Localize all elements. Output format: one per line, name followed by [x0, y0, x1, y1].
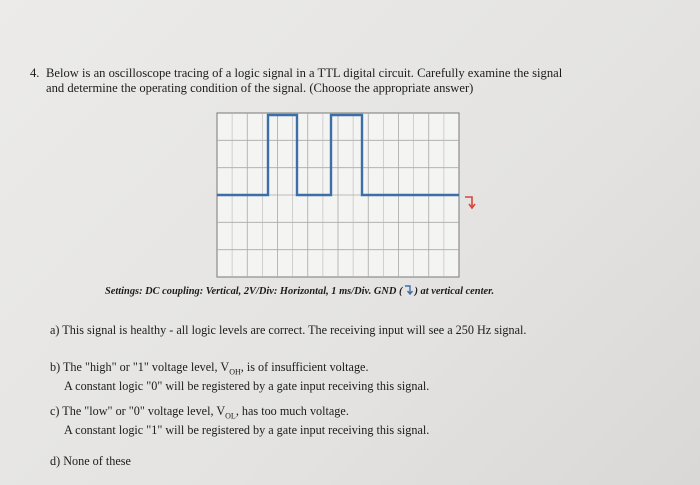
oscilloscope-display — [216, 112, 460, 278]
answer-option-b[interactable] — [50, 360, 429, 394]
answer-c-prefix: c) The "low" or "0" voltage level, V — [50, 404, 226, 418]
question-number: 4. — [30, 66, 40, 80]
answer-c-suffix: , has too much voltage. — [235, 404, 349, 418]
answer-b-prefix: b) The "high" or "1" voltage level, V — [50, 360, 230, 374]
answer-b-line-2: A constant logic "0" will be registered by a gate input receiving this signal. — [64, 379, 430, 394]
gnd-marker-icon — [463, 194, 479, 210]
answer-option-c[interactable] — [50, 404, 429, 438]
answer-c-subscript: OL — [225, 411, 236, 421]
question-line-1: Below is an oscilloscope tracing of a logic signal in a TTL digital circuit. Carefully examine the signal — [46, 66, 563, 80]
gnd-symbol-icon — [403, 284, 415, 295]
settings-text-part-1: Settings: DC coupling: Vertical, 2V/Div: Horizontal, 1 ms/Div. GND ( — [105, 286, 403, 297]
answer-option-a[interactable] — [50, 323, 526, 338]
answer-c-line-2: A constant logic "1" will be registered by a gate input receiving this signal. — [64, 423, 430, 438]
question-text — [30, 66, 670, 96]
answer-b-subscript: OH — [229, 367, 241, 377]
answer-d-text: d) None of these — [50, 454, 131, 468]
answer-b-suffix: , is of insufficient voltage. — [240, 360, 369, 374]
answer-option-d[interactable] — [50, 454, 131, 469]
question-line-2: and determine the operating condition of the signal. (Choose the appropriate answer) — [46, 81, 474, 95]
settings-text-part-2: ) at vertical center. — [414, 286, 495, 297]
scope-settings — [105, 284, 494, 297]
answer-a-text: a) This signal is healthy - all logic levels are correct. The receiving input will see a 250 Hz signal. — [50, 323, 527, 337]
